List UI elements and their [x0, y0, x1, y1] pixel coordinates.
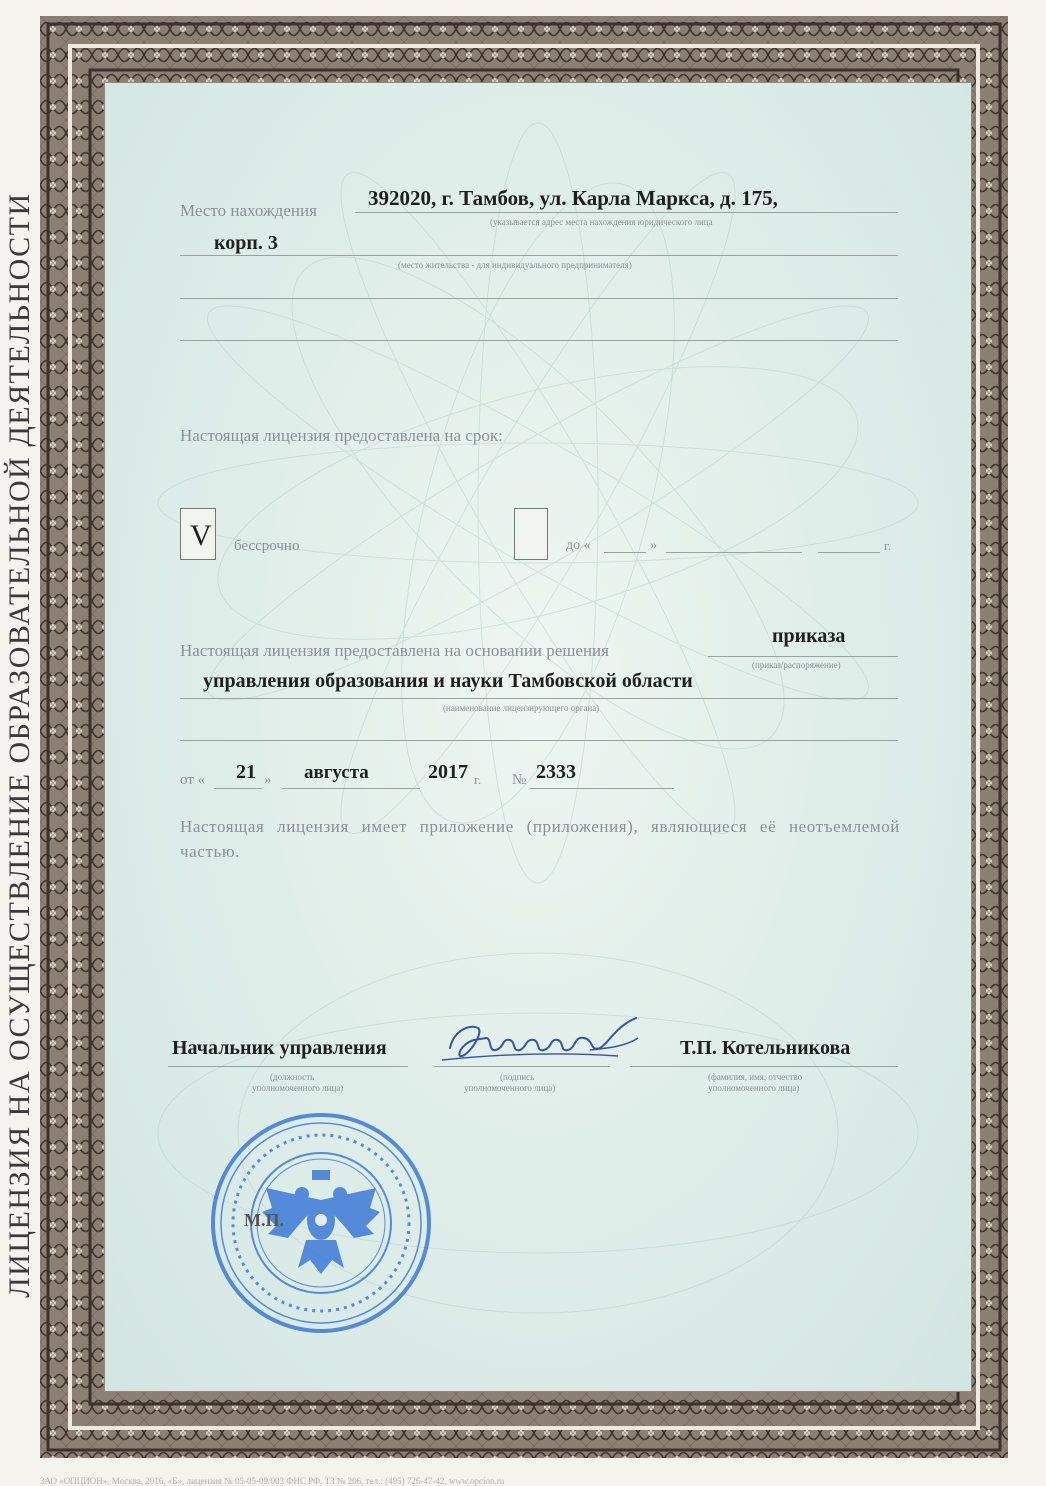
basis-label: Настоящая лицензия предоставлена на основании решения: [180, 641, 609, 660]
decision-number-underline: [530, 788, 674, 789]
location-label: Место нахождения: [180, 201, 317, 220]
position-hint-1: (должность: [270, 1072, 315, 1082]
address-underline-1: [355, 212, 898, 213]
address-line-2: корп. 3: [214, 232, 278, 254]
until-date-checkbox: [514, 508, 548, 560]
signature-underline: [434, 1066, 610, 1067]
from-prefix: от «: [180, 772, 206, 788]
authority-hint: (наименование лицензирующего органа): [443, 703, 600, 713]
position-hint-2: уполномоченного лица): [252, 1083, 344, 1093]
address-hint-1: (указывается адрес места нахождения юридического лица: [490, 217, 713, 227]
until-prefix: до «: [566, 538, 591, 553]
signature-hint-1: (подпись: [500, 1072, 535, 1082]
decision-year-suffix: г.: [474, 772, 482, 787]
decision-number: 2333: [536, 761, 576, 783]
decision-month: августа: [304, 762, 369, 783]
signatory-position: Начальник управления: [172, 1037, 387, 1059]
number-sign: №: [512, 772, 527, 788]
official-stamp: [206, 1108, 436, 1338]
handwritten-signature: [440, 1008, 650, 1068]
indefinite-label: бессрочно: [234, 538, 300, 554]
decision-type-hint: (приказ/распоряжение): [752, 660, 841, 670]
name-hint-2: уполномоченного лица): [708, 1083, 800, 1093]
until-month-underline: [666, 552, 802, 553]
signature-hint-2: уполномоченного лица): [464, 1083, 556, 1093]
until-year-underline: [818, 552, 880, 553]
decision-month-underline: [282, 788, 420, 789]
until-day-underline: [604, 552, 646, 553]
stamp-place: М.П.: [244, 1210, 284, 1230]
decision-type-underline: [708, 656, 898, 657]
decision-day-underline: [214, 788, 262, 789]
term-label: Настоящая лицензия предоставлена на срок:: [180, 426, 503, 445]
side-title: ЛИЦЕНЗИЯ НА ОСУЩЕСТВЛЕНИЕ ОБРАЗОВАТЕЛЬНОЙ ДЕЯТЕЛЬНОСТИ: [3, 192, 36, 1298]
name-underline: [630, 1066, 898, 1067]
address-underline-4: [180, 340, 898, 341]
decision-day: 21: [236, 761, 256, 783]
check-mark: V: [190, 519, 212, 552]
decision-type: приказа: [772, 625, 846, 647]
indefinite-checkbox: [180, 508, 216, 560]
authority-underline-2: [180, 740, 898, 741]
address-line-1: 392020, г. Тамбов, ул. Карла Маркса, д. 175,: [368, 186, 778, 210]
printer-imprint: ЗАО «ОПЦИОН», Москва, 2016, «Б», лицензия № 05-05-09/003 ФНС РФ, ТЗ № 206, тел.: (495) 726-47-42, www.opcion.ru: [40, 1476, 505, 1486]
address-hint-2: (место жительства - для индивидуального предпринимателя): [398, 260, 632, 270]
licensing-authority: управления образования и науки Тамбовской области: [203, 670, 693, 692]
address-underline-3: [180, 298, 898, 299]
signatory-name: Т.П. Котельникова: [680, 1037, 851, 1059]
authority-underline: [180, 698, 898, 699]
address-underline-2: [180, 255, 898, 256]
until-quote-close: »: [650, 538, 657, 553]
appendix-note: Настоящая лицензия имеет приложение (приложения), являющиеся её неотъемлемой частью.: [180, 817, 900, 861]
decision-year: 2017: [428, 761, 468, 783]
day-quote-close: »: [264, 772, 272, 788]
until-year-suffix: г.: [884, 538, 892, 553]
name-hint-1: (фамилия, имя, отчество: [708, 1072, 803, 1082]
position-underline: [168, 1066, 408, 1067]
